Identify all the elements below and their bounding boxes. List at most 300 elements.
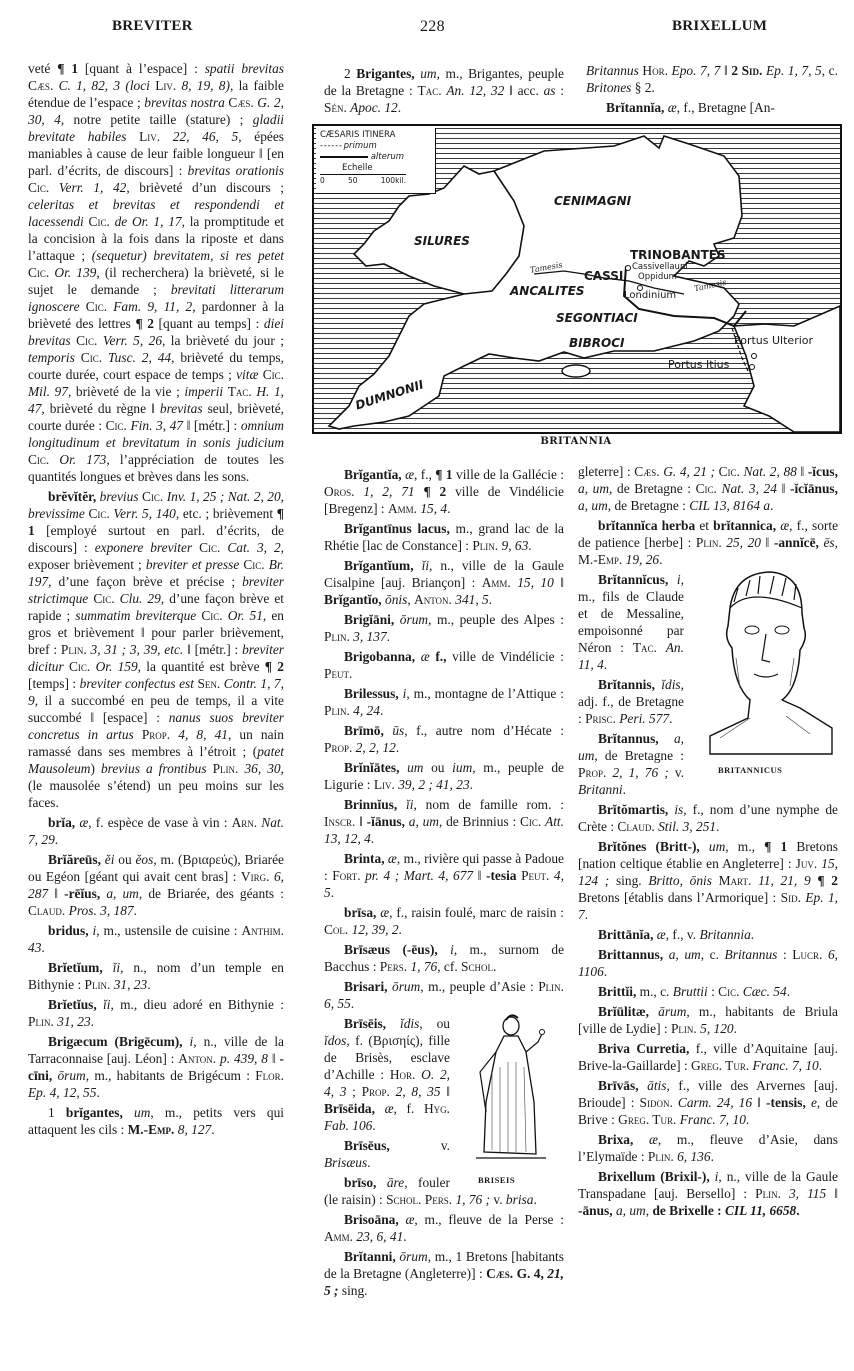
italic-text: Fam. 9, 11, 2 [113,299,193,314]
scale-tick: 0 [320,176,325,185]
italic-text: 31, 23 [113,977,148,992]
author-abbreviation: Sid. [741,63,763,78]
headword: Brĭtannis, [598,677,655,692]
italic-text: Epo. 7, 7 [671,63,721,78]
legend-scale-label: Echelle [342,163,373,173]
italic-text: brevitas nostra [144,95,225,110]
italic-text: 4, 8, 41 [178,727,228,742]
author-abbreviation: Claud. [28,903,66,918]
italic-text: Carm. 24, 16 [677,1095,753,1110]
headword: Brīvās, [598,1078,639,1093]
italic-text: 43 [28,940,42,955]
italic-text: ĭi [421,558,430,573]
author-abbreviation: Prop. [324,740,353,755]
dictionary-entry: Britannus Hor. Epo. 7, 7 ‖ 2 Sid. Ep. 1, 7, 5, c. Britones § 2. [586,63,838,95]
italic-text: Or. 173 [59,452,107,467]
map-label-silures: SILURES [414,234,470,248]
italic-text: um [708,839,726,854]
italic-text: Tusc. 2, 44 [107,350,172,365]
italic-text: 6, 1106 [578,947,838,979]
author-abbreviation: Prop. [361,1084,390,1099]
italic-text: 1, 76 [410,959,438,974]
author-abbreviation: Anton. [414,592,452,607]
author-abbreviation: Schol. [461,959,497,974]
italic-text: a, um [106,886,139,901]
map-label-tamesis-1: Tamesis [529,260,564,275]
figure-briseis [456,1012,564,1184]
italic-text: brevius a frontibus [100,761,207,776]
italic-text: a, um [615,1203,646,1218]
author-abbreviation: Cic. [88,506,110,521]
author-abbreviation: Liv. [139,129,161,144]
italic-text: pr. 4 ; Mart. 4, 677 [365,868,474,883]
author-abbreviation: Cic. [105,418,127,433]
italic-text: de Or. 1, 17 [114,214,182,229]
italic-text: æ [405,1212,415,1227]
italic-text: ĭdis [399,1016,420,1031]
dictionary-entry: 1 brĭgantes, um, m., petits vers qui attaquent les cils : M.-Emp. 8, 127. [28,1105,284,1137]
italic-text: ĕos [135,852,154,867]
italic-text: vitæ [236,367,259,382]
dictionary-entry: Brĭetĭum, ĭi, n., nom d’un temple en Bithynie : Plin. 31, 23. [28,960,284,992]
italic-text: 8, 19, 8) [181,78,230,93]
headword: brĭtannica, [713,518,777,533]
italic-text: spatii brevitas [204,61,284,76]
author-abbreviation: Cic. [519,814,542,829]
dictionary-entry: Brĭgantĭum, ĭi, n., ville de la Gaule Cisalpine [auj. Briançon] : Amm. 15, 10 ‖ Brĭgantĭo, ōnis, Anton. 341, 5. [324,558,564,607]
author-abbreviation: Plin. [538,979,565,994]
column-middle [324,463,564,1299]
author-abbreviation: Plin. [324,629,350,644]
dictionary-entry: Brĭtannĭa, æ, f., Bretagne [An- [606,100,775,115]
headword: M.-Emp. [127,1122,175,1137]
map-label-oppidum: Oppidum [638,272,677,282]
italic-text: 21, 5 ; [324,1266,564,1298]
italic-text: a, um [578,731,684,763]
italic-text: um [420,66,437,81]
italic-text: Ep. 4, 12, 55 [28,1085,97,1100]
running-head-right: BRIXELLUM [672,18,768,34]
author-abbreviation: Sidon. [639,1095,673,1110]
author-abbreviation: Cic. [718,464,740,479]
italic-text: Bruttii [672,984,708,999]
italic-text: as [543,83,556,98]
dictionary-entry: Brĭtannus, a, um, de Bretagne : Prop. 2, 1, 76 ; v. Britanni. [578,731,685,797]
italic-text: 4, 24 [353,703,380,718]
author-abbreviation: Juv. [795,856,818,871]
headword: Brĭetĭus, [48,997,97,1012]
italic-text: ōrum [392,979,421,994]
author-abbreviation: Peut. [521,868,550,883]
author-abbreviation: Oros. [324,484,355,499]
map-caption: BRITANNIA [540,436,612,447]
author-abbreviation: Plin. [324,703,350,718]
headword: Brĭnĭātes, [344,760,400,775]
headword: f., [435,649,447,664]
author-abbreviation: Cic. [69,659,91,674]
author-abbreviation: Plin. [647,1149,674,1164]
author-abbreviation: Cic. [262,367,284,382]
scale-tick: 50 [348,176,358,185]
italic-text: brevissime [28,506,85,521]
italic-text: æ [667,100,677,115]
headword: ¶ 2 [817,873,838,888]
italic-text: ātis [647,1078,667,1093]
italic-text: brevitas [159,401,203,416]
headword: Brīsēida, [324,1101,375,1116]
headword: ¶ 2 [135,316,154,331]
italic-text: ĭi [112,960,121,975]
author-abbreviation: Arn. [231,815,258,830]
dictionary-entry: Brittĭi, m., c. Bruttii : Cic. Cæc. 54. [598,984,791,999]
author-abbreviation: Hyg. [423,1101,450,1116]
map-label-cenimagni: CENIMAGNI [554,194,632,208]
dictionary-entry: Briva Curretia, f., ville d’Aquitaine [auj. Brive-la-Gaillarde] : Greg. Tur. Franc. 7, 10. [578,1041,838,1073]
italic-text: G. 4, 21 ; [663,464,715,479]
italic-text: æ [780,518,790,533]
italic-text: 6, 55 [324,996,351,1011]
author-abbreviation: Greg. Tur. [691,1058,750,1073]
briseis-illustration [456,1012,564,1168]
italic-text: ōrum [57,1068,86,1083]
italic-text: omnium longitudinum et brevitatum in sonis judicium [28,418,284,450]
headword: brīso, [344,1175,377,1190]
dictionary-entry: Brĭetĭus, ĭi, m., dieu adoré en Bithynie : Plin. 31, 23. [28,997,284,1029]
italic-text: i [92,923,97,938]
italic-text: Britannus [586,63,639,78]
italic-text: 5, 120 [700,1021,734,1036]
italic-text: 15, 10 [517,575,554,590]
italic-text: 3, 115 [788,1186,827,1201]
dictionary-entry: Brĭtŏmartis, is, f., nom d’une nymphe de Crète : Claud. Stil. 3, 251. [578,802,838,834]
italic-text: i [450,942,454,957]
italic-text: ĭi [103,997,111,1012]
dictionary-entry: Brīmō, ūs, f., autre nom d’Hécate : Prop. 2, 2, 12. [324,723,564,755]
author-abbreviation: Emp. [148,1122,175,1137]
italic-text: G. 2, 30, 4 [28,95,284,127]
dictionary-entry: Brinnĭus, ĭi, nom de famille rom. : Inscr. ‖ -ĭānus, a, um, de Brinnius : Cic. Att. 13, 12, 4. [324,797,564,846]
headword: Brīmō, [344,723,384,738]
headword: Brisoāna, [344,1212,399,1227]
headword: Brigĭāni, [344,612,395,627]
italic-text: um [134,1105,151,1120]
author-abbreviation: Tac. [227,384,252,399]
headword: -ĭcus, [807,464,838,479]
headword: Brĭtannus, [598,731,659,746]
headword: Brĭtanni, [344,1249,396,1264]
author-abbreviation: Cic. [76,333,98,348]
author-abbreviation: Sen. [197,676,221,691]
headword: ¶ 1 [764,839,788,854]
dictionary-entry: Brĭtŏnes (Britt-), um, m., ¶ 1 Bretons [nation celtique établie en Angleterre] : Juv. 15, 124 ; sing. Britto, ōnis Mart. 11, 21, 9 ¶ 2 Bretons [établis dans l’Armorique] : Sid. Ep. 1, 7. [578,839,838,922]
dictionary-entry: Brīsæus (-ēus), i, m., surnom de Bacchus : Pers. 1, 76, cf. Schol. [324,942,565,974]
italic-text: Britones [586,80,632,95]
italic-text: 12, 39, 2 [351,922,399,937]
italic-text: brevitas orationis [187,163,284,178]
italic-text: Franc. 7, 10 [752,1058,819,1073]
italic-text: H. 1, 47 [28,384,284,416]
dictionary-entry: Brīsēus, v. Brisæus. [324,1138,450,1170]
author-abbreviation: Cæs. [28,78,54,93]
author-abbreviation: Cic. [243,557,265,572]
italic-text: breviter strictimque [28,574,284,606]
italic-text: Cæc. 54 [742,984,787,999]
headword: brīsa, [344,905,377,920]
headword: Brigantes, [356,66,415,81]
italic-text: 8, 127 [177,1122,212,1137]
italic-text: brisa [505,1192,534,1207]
legend-scale-bar [320,174,406,186]
italic-text: æ [405,467,414,482]
italic-text: ĕi [104,852,115,867]
italic-text: a, um [408,814,439,829]
headword: de Brixelle : CIL 11, 6658. [652,1203,800,1218]
marker-portus-ulterior [752,354,757,359]
dictionary-entry: Brīsēis, ĭdis, ou ĭdos, f. (Βρισηίς), fille de Brisès, esclave d’Achille : Hor. O. 2, 4, 3 ; Prop. 2, 8, 35 ‖ Brīsēida, æ, f. Hyg. Fab. 106. [324,1016,451,1133]
author-abbreviation: Cic. [201,608,223,623]
italic-text: An. 11, 4 [578,640,684,672]
author-abbreviation: Cæs. [634,464,660,479]
italic-text: ĭdis [661,677,681,692]
italic-text: 36, 30 [244,761,281,776]
author-abbreviation: Amm. [387,501,417,516]
italic-text: Verr. 5, 26 [102,333,163,348]
author-abbreviation: Cic. [28,265,50,280]
italic-text: 6, 136 [677,1149,711,1164]
author-abbreviation: Sén. [324,100,347,115]
author-abbreviation: Tac. [632,640,657,655]
italic-text: æ [387,851,397,866]
dictionary-entry: Brĭnĭātes, um ou ium, m., peuple de Ligurie : Liv. 39, 2 ; 41, 23. [324,760,564,792]
map-label-ancalites: ANCALITES [510,284,585,298]
italic-text: 6, 287 [28,869,284,901]
italic-text: Clu. 29 [119,591,161,606]
italic-text: 2, 1, 76 ; [612,765,669,780]
figure-britannicus [690,568,838,778]
headword: Brīsæus (-ēus), [344,942,438,957]
italic-text: exponere breviter [94,540,193,555]
author-abbreviation: Peut. [324,666,353,681]
headword: Brīsēus, [344,1138,390,1153]
dictionary-entry: brĭa, æ, f. espèce de vase à vin : Arn. Nat. 7, 29. [28,815,284,847]
dictionary-entry: Brĭăreūs, ĕi ou ĕos, m. (Βριαρεύς), Briarée ou Egéon [géant qui avait cent bras] : Virg. 6, 287 ‖ -rēĭus, a, um, de Briarée, des géants : Claud. Pros. 3, 187. [28,852,284,918]
italic-text: 15, 124 ; [578,856,838,888]
author-abbreviation: Cic. [718,984,740,999]
dictionary-entry: Brinta, æ, m., rivière qui passe à Padoue : Fort. pr. 4 ; Mart. 4, 677 ‖ -tesia Peut. 4, 5. [324,851,564,900]
italic-text: 31, 23 [57,1014,91,1029]
italic-text: Franc. 7, 10 [679,1112,746,1127]
headword: -tesia [486,868,517,883]
dictionary-entry: brīso, āre, fouler (le raisin) : Schol. Pers. 1, 76 ; v. brisa. [324,1175,537,1207]
italic-text: breviter dicitur [28,642,284,674]
italic-text: O. 2, 4, 3 [324,1067,450,1099]
author-abbreviation: Prisc. [585,711,616,726]
headword: Brittannus, [598,947,664,962]
italic-text: Nat. 7, 29 [28,815,284,847]
author-abbreviation: Plin. [755,1186,781,1201]
headword: -ānus, [578,1203,613,1218]
italic-text: Apoc. 12 [350,100,398,115]
headword: Brinta, [344,851,385,866]
italic-text: breviter et presse [145,557,240,572]
italic-text: a, um [578,481,610,496]
legend-route-primum: - - - - - - primum [320,141,377,151]
italic-text: 15, 4 [420,501,448,516]
britannicus-caption: BRITANNICUS [718,765,783,775]
legend-route-alterum [320,152,431,163]
author-abbreviation: Claud. [617,819,655,834]
author-abbreviation: Cæs. [486,1266,514,1281]
italic-text: i [714,1169,719,1184]
italic-text: nanus suos breviter concretus in artus [28,710,284,742]
author-abbreviation: Cic. [85,299,108,314]
headword: 2 Sid. [731,63,763,78]
author-abbreviation: Cic. [142,489,164,504]
italic-text: Brisæus [324,1155,368,1170]
italic-text: is [674,802,684,817]
dictionary-entry: Brilessus, i, m., montagne de l’Attique : Plin. 4, 24. [324,686,564,718]
marker-oppidum [626,266,631,271]
headword: Brīsēis, [344,1016,387,1031]
map-label-dumnonii: DUMNONII [353,377,426,413]
headword: ¶ 2 [264,659,284,674]
italic-text: ōrum [399,1249,428,1264]
italic-text: 39, 2 ; 41, 23 [398,777,470,792]
author-abbreviation: Pers. [379,959,408,974]
column-right-top [586,62,838,116]
italic-text: ĭdos [324,1033,347,1048]
headword: Brĭetĭum, [48,960,103,975]
italic-text: Or. 139 [54,265,97,280]
dictionary-entry: brĭtannĭca herba et brĭtannica, æ, f., sorte de patience [herbe] : Plin. 25, 20 ‖ -annĭcē, ēs, M.-Emp. 19, 26. [578,518,839,567]
italic-text: ĭi [406,797,414,812]
italic-text: āre [386,1175,405,1190]
headword: Briva Curretia, [598,1041,690,1056]
author-abbreviation: Greg. Tur. [618,1112,677,1127]
headword: Brĭtannĭa, [606,100,665,115]
dictionary-entry: Brittannus, a, um, c. Britannus : Lucr. 6, 1106. [578,947,838,979]
italic-text: i [402,686,407,701]
headword: -annĭcē, [773,535,819,550]
author-abbreviation: Cæs. [228,95,254,110]
italic-text: imperii [184,384,224,399]
author-abbreviation: Prop. [141,727,171,742]
headword: Brittānĭa, [598,927,654,942]
italic-text: 25, 20 [726,535,761,550]
italic-text: a, um [578,498,608,513]
dictionary-entry: Brĭtannis, ĭdis, adj. f., de Bretagne : Prisc. Peri. 577. [578,677,684,726]
marker-portus-itius [750,365,755,370]
legend-route-alterum-label: alterum [370,152,404,162]
author-abbreviation: Plin. [28,1014,54,1029]
italic-text: C. 1, 82, 3 (loci [58,78,150,93]
italic-text: CIL 11, 6658 [724,1203,797,1218]
italic-text: Att. 13, 12, 4 [324,814,564,846]
italic-text: Verr. 5, 140 [113,506,176,521]
author-abbreviation: Cic. [28,452,50,467]
italic-text: temporis [28,350,75,365]
britannicus-bust-illustration [690,568,838,758]
italic-text: i [676,572,681,587]
author-abbreviation: Amm. [324,1229,354,1244]
headword: ¶ 1 [57,61,79,76]
dictionary-entry: brīsa, æ, f., raisin foulé, marc de raisin : Col. 12, 39, 2. [324,905,564,937]
italic-text: Fin. 3, 47 [130,418,183,433]
headword: Brĭtŏnes (Britt-), [598,839,700,854]
headword: Brigobanna, [344,649,416,664]
headword: ¶ 1 [28,506,284,538]
headword: -tensis, [766,1095,806,1110]
author-abbreviation: Cic. [695,481,717,496]
italic-text: um [407,760,424,775]
map-britannia [312,124,840,447]
italic-text: ēs [823,535,835,550]
italic-text: 9, 63 [501,538,529,553]
headword: Brigæcum (Brigēcum), [48,1034,183,1049]
scale-tick: 100kil. [380,176,406,185]
map-label-londinium: Londinium [624,290,677,301]
author-abbreviation: Prop. [578,765,607,780]
author-abbreviation: Anthim. [241,923,284,938]
italic-text: ōnis [385,592,408,607]
italic-text: 3, 137 [353,629,387,644]
author-abbreviation: Plin. [212,761,239,776]
dictionary-entry: Brisoāna, æ, m., fleuve de la Perse : Amm. 23, 6, 41. [324,1212,564,1244]
headword: -ĭcĭānus, [789,481,838,496]
dictionary-entry: gleterre] : Cæs. G. 4, 21 ; Cic. Nat. 2, 88 ‖ -ĭcus, a, um, de Bretagne : Cic. Nat. 3, 24 ‖ -ĭcĭānus, a, um, de Bretagne : CIL 13, 8164 a. [578,464,838,513]
author-abbreviation: Hor. [389,1067,416,1082]
italic-text: Nat. 3, 24 [721,481,777,496]
italic-text: brevitati litterarum ignoscere [28,282,285,314]
italic-text: gladii brevitate habiles [28,112,285,144]
italic-text: 2, 2, 12 [355,740,396,755]
headword: -rēĭus, [64,886,101,901]
dictionary-entry: Brĭgantĭa, æ, f., ¶ 1 ville de la Gallécie : Oros. 1, 2, 71 ¶ 2 ville de Vindélicie [Bregenz] : Amm. 15, 4. [324,467,565,516]
author-abbreviation: Cic. [88,214,110,229]
author-abbreviation: Inscr. [324,814,356,829]
author-abbreviation: Plin. [472,538,499,553]
italic-text: Contr. 1, 7, 9 [28,676,284,708]
dictionary-entry: 2 Brigantes, um, m., Brigantes, peuple de la Bretagne : Tac. An. 12, 32 ‖ acc. as : Sén. Apoc. 12. [324,66,565,115]
italic-text: 4, 5 [324,868,564,900]
column-right [578,463,838,1219]
briseis-caption: BRISEIS [478,1175,516,1185]
dictionary-entry: Brĭtanni, ōrum, m., 1 Bretons [habitants de la Bretagne (Angleterre)] : Cæs. G. 4, 21, 5 ; sing. [324,1249,564,1298]
italic-text: 1, 76 ; [455,1192,491,1207]
map-label-trinobantes: TRINOBANTES [630,248,726,262]
italic-text: breviter confectus est [79,676,194,691]
italic-text: 2, 8, 35 [395,1084,441,1099]
headword: Brĭgantĭum, [344,558,414,573]
italic-text: Ep. 1, 7, 5 [765,63,822,78]
dictionary-entry: Brisari, ōrum, m., peuple d’Asie : Plin. 6, 55. [324,979,565,1011]
headword: Brĭgantĭo, [324,592,382,607]
legend-route-primum-label: primum [343,141,377,151]
italic-text: ōrum [399,612,429,627]
headword: -cīni, [28,1051,284,1083]
dictionary-entry: bridus, i, m., ustensile de cuisine : Anthim. 43. [28,923,284,955]
italic-text: summatim breviterque [75,608,197,623]
dictionary-entry: Brixellum (Brixil-), i, n., ville de la Gaule Transpadane [auj. Bersello] : Plin. 3, 115 ‖ -ānus, a, um, de Brixelle : CIL 11, 6658. [578,1169,839,1218]
author-abbreviation: Emp. [597,552,623,567]
italic-text: 341, 5 [455,592,489,607]
map-legend [316,128,436,194]
author-abbreviation: Tac. [417,83,442,98]
isle-wight [562,365,590,377]
italic-text: a, um [668,947,701,962]
author-abbreviation: Schol. [386,1192,422,1207]
author-abbreviation: Plin. [695,535,722,550]
